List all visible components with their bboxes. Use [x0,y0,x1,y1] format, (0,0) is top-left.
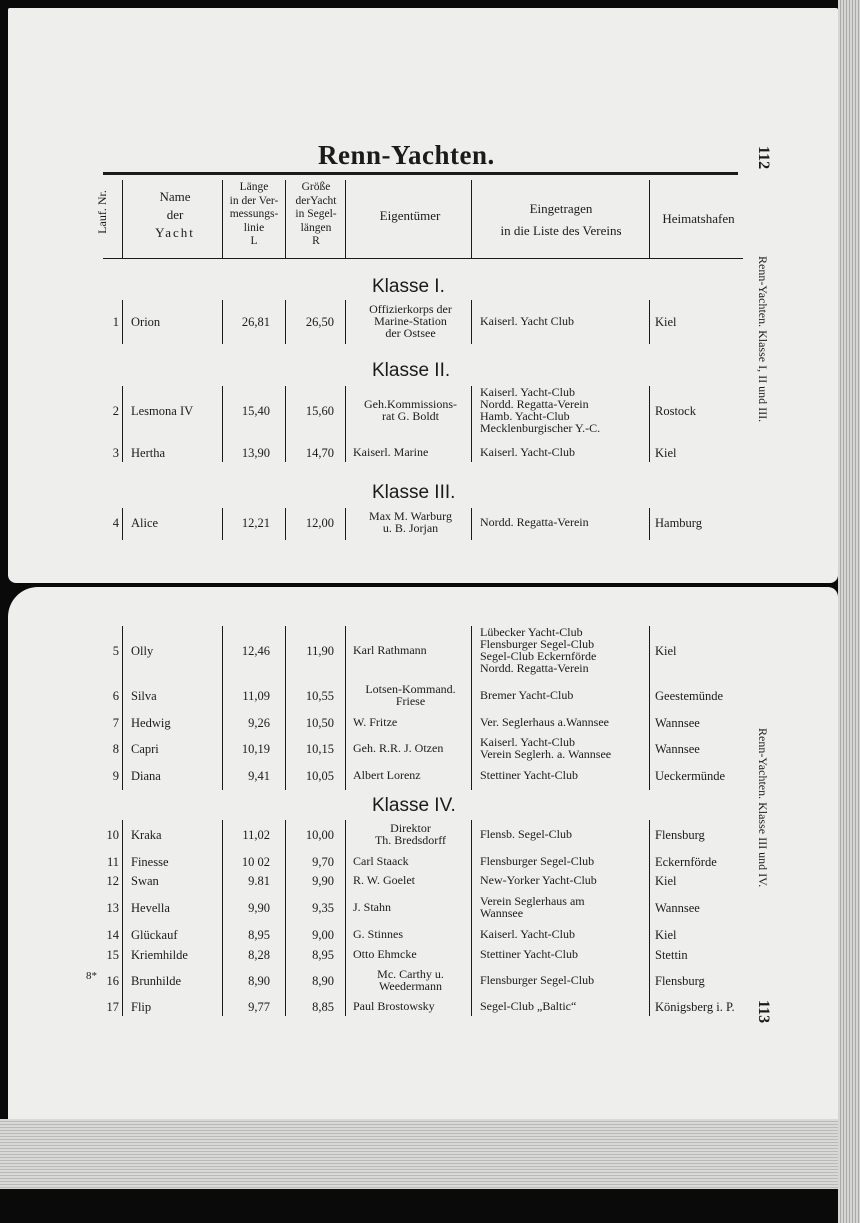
home-port: Geestemünde [655,689,724,703]
row-number: 1 [112,315,119,329]
club-line: New-Yorker Yacht-Club [480,873,597,887]
owner-line: Friese [395,694,426,708]
groesse-value: 9,35 [312,901,334,915]
owner-line: der Ostsee [385,326,436,340]
club-line: Kaiserl. Yacht-Club [480,385,575,399]
yacht-name: Finesse [131,855,169,869]
groesse-value: 26,50 [305,315,334,329]
groesse-value: 11,90 [306,644,334,658]
club-line: Kaiserl. Yacht-Club [480,927,575,941]
owner-line: Geh.Kommissions- [364,397,457,411]
column-rule [649,300,650,344]
bottom-page [8,587,838,1119]
laenge-value: 10,19 [241,742,270,756]
laenge-value: 9,90 [248,901,270,915]
owner-line: Albert Lorenz [353,768,421,782]
owner-line: W. Fritze [353,715,398,729]
column-rule [122,300,123,344]
yacht-name: Brunhilde [131,974,181,988]
header-groesse: Größe derYacht in Segel- längen R [295,181,337,247]
club-line: Kaiserl. Yacht-Club [480,735,575,749]
column-rule [285,626,286,790]
home-port: Kiel [655,874,677,888]
klasse-heading: Klasse IV. [372,795,456,816]
row-number: 13 [106,901,119,915]
column-rule [222,626,223,790]
groesse-value: 8,85 [312,1000,334,1014]
yacht-name: Orion [131,315,161,329]
yacht-name: Hedwig [131,716,171,730]
owner-line: Marine-Station [374,314,447,328]
home-port: Kiel [655,446,677,460]
club-line: Verein Seglerh. a. Wannsee [480,747,612,761]
club-line: Mecklenburgischer Y.-C. [480,421,601,435]
owner-line: Paul Brostowsky [353,999,435,1013]
home-port: Flensburg [655,828,705,842]
laenge-value: 8,95 [248,928,270,942]
groesse-value: 15,60 [305,404,334,418]
groesse-value: 8,95 [312,948,334,962]
column-rule [345,820,346,1016]
header-eigentuemer: Eigentümer [379,208,441,223]
row-number: 6 [112,689,119,703]
column-rule [345,508,346,540]
klasse-heading: Klasse II. [372,360,451,381]
row-number: 8 [112,742,119,756]
groesse-value: 9,90 [312,874,334,888]
klasse-heading: Klasse III. [372,482,456,503]
column-rule [345,626,346,790]
groesse-value: 9,00 [312,928,334,942]
column-rule [222,820,223,1016]
column-rule [471,626,472,790]
column-rule [649,440,650,462]
club-line: Flensburger Segel-Club [480,637,595,651]
column-rule [222,300,223,344]
column-rule [122,440,123,462]
club-line: Flensburger Segel-Club [480,973,595,987]
club-line: Kaiserl. Yacht Club [480,314,574,328]
header-eingetragen: Eingetragen in die Liste des Vereins [500,201,622,238]
laenge-value: 9,26 [248,716,270,730]
owner-line: Mc. Carthy u. [377,967,444,981]
laenge-value: 26,81 [241,315,270,329]
klasse-heading: Klasse I. [372,276,445,297]
owner-line: Max M. Warburg [369,509,452,523]
right-page-edges [838,0,860,1223]
header-heimatshafen: Heimatshafen [662,211,735,226]
home-port: Wannsee [655,716,700,730]
owner-line: Weedermann [379,979,442,993]
row-number: 15 [106,948,119,962]
owner-line: Karl Rathmann [353,643,427,657]
owner-line: Geh. R.R. J. Otzen [353,741,444,755]
column-rule [122,820,123,1016]
groesse-value: 10,55 [305,689,334,703]
row-number: 7 [112,716,119,730]
laenge-value: 12,46 [241,644,270,658]
column-rule [471,440,472,462]
owner-line: G. Stinnes [353,927,404,941]
column-rule [649,508,650,540]
club-line: Bremer Yacht-Club [480,688,574,702]
club-line: Hamb. Yacht-Club [480,409,570,423]
yacht-name: Lesmona IV [131,404,194,418]
row-number: 16 [106,974,119,988]
row-number: 17 [106,1000,119,1014]
yacht-name: Silva [131,689,157,703]
laenge-value: 13,90 [241,446,270,460]
owner-line: Carl Staack [353,854,409,868]
club-line: Flensb. Segel-Club [480,827,572,841]
running-head-bottom: Renn-Yachten. Klasse III und IV. [756,728,770,888]
column-rule [345,440,346,462]
home-port: Kiel [655,644,677,658]
column-rule [471,508,472,540]
laenge-value: 9,41 [248,769,270,783]
column-rule [649,820,650,1016]
owner-line: Direktor [390,821,431,835]
club-line: Nordd. Regatta-Verein [480,661,589,675]
row-number: 5 [112,644,119,658]
yacht-name: Alice [131,516,159,530]
club-line: Kaiserl. Yacht-Club [480,445,575,459]
column-rule [222,508,223,540]
home-port: Kiel [655,315,677,329]
row-number: 11 [106,855,119,869]
yacht-name: Diana [131,769,161,783]
owner-line: Offizierkorps der [369,302,452,316]
header-laenge: Länge in der Ver- messungs- linie L [229,181,279,247]
groesse-value: 10,50 [305,716,334,730]
club-line: Segel-Club Eckernförde [480,649,597,663]
home-port: Hamburg [655,516,702,530]
yacht-name: Capri [131,742,159,756]
club-line: Ver. Seglerhaus a.Wannsee [480,715,609,729]
row-number: 10 [106,828,119,842]
groesse-value: 10,15 [305,742,334,756]
row-number: 14 [106,928,119,942]
club-line: Wannsee [480,906,524,920]
laenge-value: 11,09 [242,689,270,703]
column-rule [122,508,123,540]
yacht-name: Glückauf [131,928,178,942]
yacht-name: Hevella [131,901,170,915]
yacht-name: Olly [131,644,154,658]
row-number: 2 [112,404,119,418]
column-rule [122,626,123,790]
home-port: Königsberg i. P. [655,1000,735,1014]
owner-line: J. Stahn [353,900,392,914]
column-rule [345,300,346,344]
laenge-value: 9.81 [248,874,270,888]
owner-line: rat G. Boldt [382,409,439,423]
running-head-top: Renn-Yachten. Klasse I, II und III. [756,256,770,423]
laenge-value: 12,21 [241,516,270,530]
column-rule [285,300,286,344]
header-name: Name der Yacht [155,189,195,240]
club-line: Nordd. Regatta-Verein [480,397,589,411]
laenge-value: 15,40 [241,404,270,418]
row-number: 4 [112,516,119,530]
club-line: Flensburger Segel-Club [480,854,595,868]
page-title: Renn-Yachten. [318,140,495,170]
home-port: Eckernförde [655,855,717,869]
column-rule [471,300,472,344]
yacht-name: Swan [131,874,159,888]
groesse-value: 10,05 [305,769,334,783]
column-rule [285,508,286,540]
groesse-value: 10,00 [305,828,334,842]
column-rule [471,820,472,1016]
club-line: Verein Seglerhaus am [480,894,585,908]
column-rule [285,440,286,462]
column-rule [285,820,286,1016]
row-number: 12 [106,874,119,888]
yacht-name: Hertha [131,446,166,460]
owner-line: Otto Ehmcke [353,947,417,961]
page-edges [0,1119,860,1189]
club-line: Segel-Club „Baltic“ [480,999,577,1013]
column-rule [649,626,650,790]
row-number: 9 [112,769,119,783]
column-rule [222,440,223,462]
home-port: Wannsee [655,901,700,915]
owner-line: Th. Bredsdorff [374,833,447,847]
signature-mark: 8* [86,970,97,982]
header-lauf-nr: Lauf. Nr. [95,190,109,234]
home-port: Flensburg [655,974,705,988]
groesse-value: 12,00 [305,516,334,530]
yacht-name: Flip [131,1000,152,1014]
row-number: 3 [112,446,119,460]
home-port: Rostock [655,404,696,418]
page-number-bottom: 113 [755,1000,772,1024]
owner-line: Kaiserl. Marine [353,445,429,459]
laenge-value: 9,77 [248,1000,270,1014]
laenge-value: 8,90 [248,974,270,988]
laenge-value: 10 02 [241,855,270,869]
groesse-value: 8,90 [312,974,334,988]
home-port: Ueckermünde [655,769,726,783]
groesse-value: 9,70 [312,855,334,869]
groesse-value: 14,70 [305,446,334,460]
yacht-name: Kraka [131,828,162,842]
club-line: Nordd. Regatta-Verein [480,515,589,529]
owner-line: Lotsen-Kommand. [365,682,456,696]
laenge-value: 11,02 [242,828,270,842]
owner-line: u. B. Jorjan [382,521,439,535]
page-number-top: 112 [755,146,772,170]
home-port: Wannsee [655,742,700,756]
club-line: Stettiner Yacht-Club [480,947,578,961]
club-line: Lübecker Yacht-Club [480,625,583,639]
laenge-value: 8,28 [248,948,270,962]
yacht-name: Kriemhilde [131,948,188,962]
home-port: Stettin [655,948,688,962]
home-port: Kiel [655,928,677,942]
owner-line: R. W. Goelet [353,873,415,887]
club-line: Stettiner Yacht-Club [480,768,578,782]
